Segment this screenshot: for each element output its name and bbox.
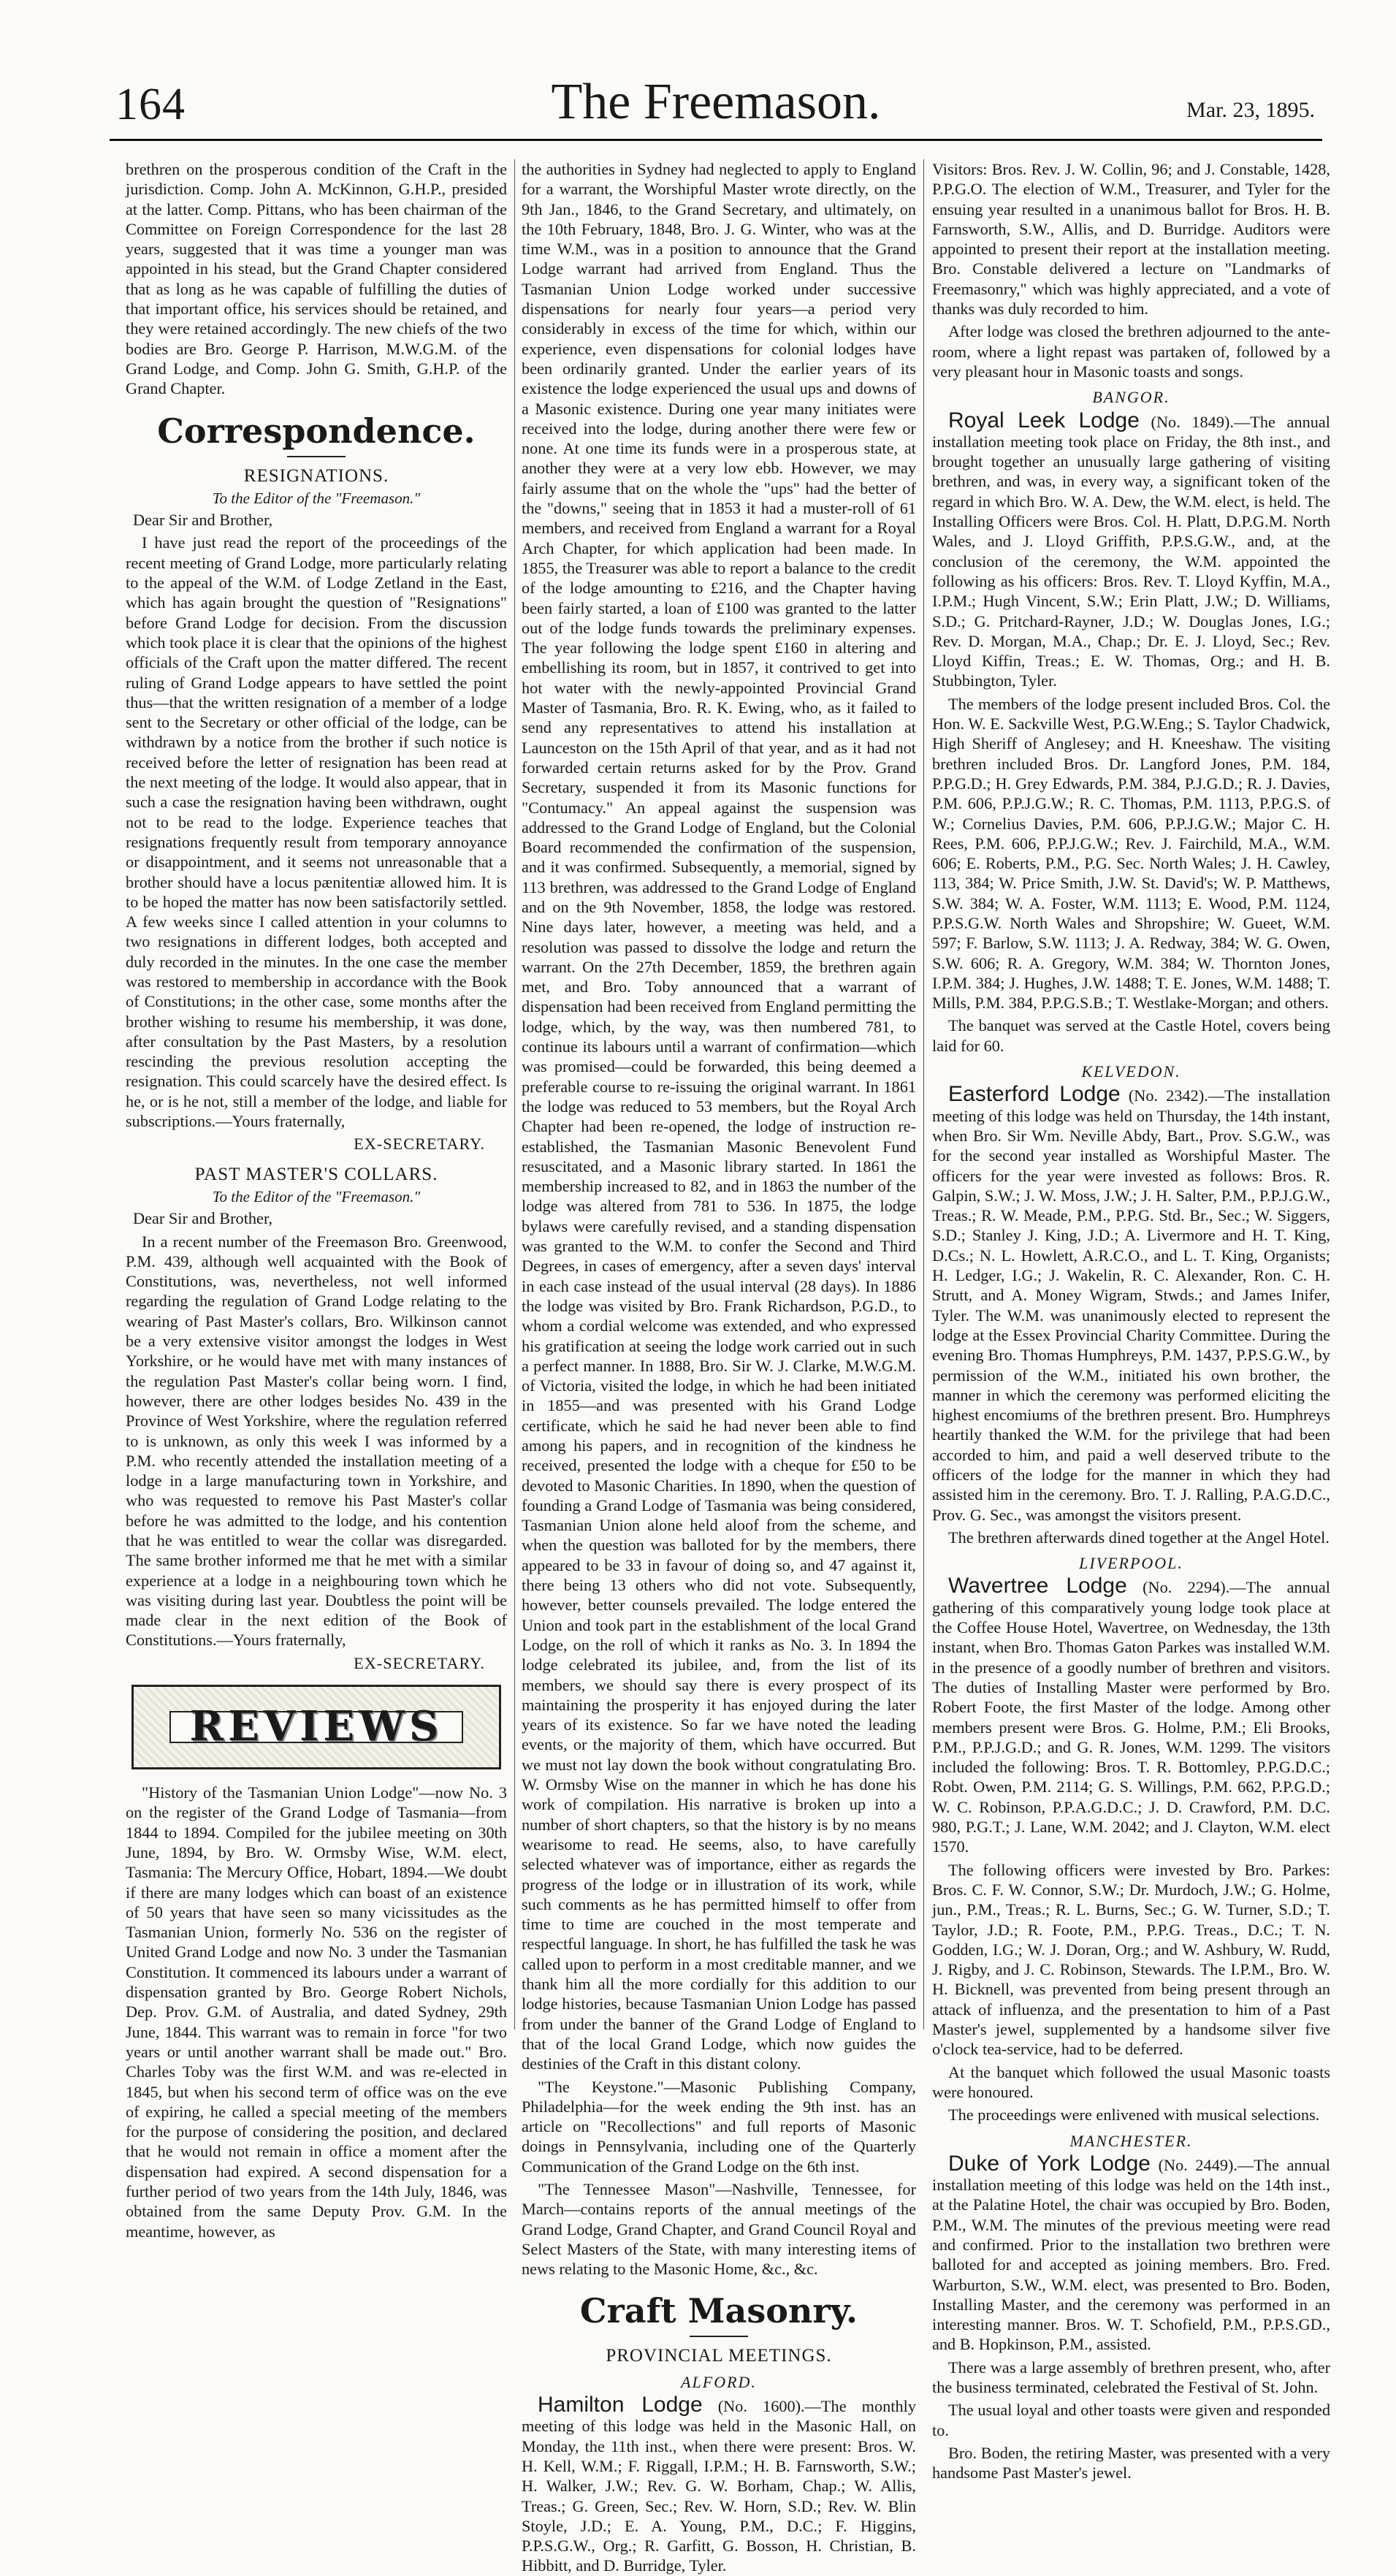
letter-signature: EX-SECRETARY. (354, 1653, 485, 1672)
review-paragraph: "The Keystone."—Masonic Publishing Company, Philadelphia—for the week ending the 9th inst. has an article on "Recollections" and full reports of Masonic doings in Pennsylvania, including one of the Quarterly Communication of the Grand Lodge on the 6th inst. (522, 2077, 916, 2176)
reviews-banner (131, 1685, 501, 1769)
lodge-report-text: (No. 2449).—The annual installation meeting of this lodge was held on the 14th inst., at the Palatine Hotel, the chair was occupied by Bro. Boden, P.M., W.M. The minutes of the previous meeting were read and confirmed. Prior to the installation two brethren were balloted for and accepted as joining members. Bro. Fred. Warburton, S.W., W.M. elect, was presented to Bro. Boden, Installing Master, and the ceremony was performed in an interesting manner. Bros. W. T. Schofield, P.M., P.P.S.GD., and B. Hopkinson, P.M., assisted. (932, 2155, 1331, 2354)
place-heading: LIVERPOOL. (1079, 1554, 1183, 1573)
lodge-report-text: (No. 2294).—The annual gathering of this comparatively young lodge took place at the Coffee House Hotel, Wavertree, on Wednesday, the 13th instant, when Bro. Thomas Gaton Parkes was installed W.M. in the presence of a goodly number of brethren and visitors. The duties of Installing Master were performed by Bro. Robert Foote, the first Master of the lodge. Among other members present were Bros. G. Holme, P.M.; Eli Brooks, P.M., P.P.J.G.D.; and G. R. Jones, W.M. 1299. The visitors included the following: Bros. T. R. Bottomley, P.P.G.D.C.; Robt. Owen, P.M. 2114; G. S. Willings, P.M. 662, P.P.G.D.; W. C. Robinson, P.P.A.G.D.C.; J. D. Crawford, P.M. D.C. 980, P.G.T.; J. Lane, W.M. 2042; and J. Clayton, W.M. elect 1570. (932, 1578, 1331, 1856)
lodge-name: Wavertree Lodge (948, 1574, 1127, 1598)
lodge-report (932, 1084, 1330, 1525)
review-paragraph: "The Tennessee Mason"—Nashville, Tennessee, for March—contains reports of the annual meetings of the Grand Lodge, Grand Chapter, and Grand Council Royal and Select Masters of the State, with many interesting items of news relating to the Masonic Home, &c., &c. (522, 2179, 916, 2279)
letter-heading: RESIGNATIONS. (243, 465, 389, 486)
letter-salutation: Dear Sir and Brother, (133, 511, 273, 530)
letter-body: I have just read the report of the proceedings of the recent meeting of Grand Lodge, more particularly relating to the appeal of the W.M. of Lodge Zetland in the East, which has again brought the question of "Resignations" before Grand Lodge for decision. From the discussion which took place it is clear that the opinions of the highest officials of the Craft upon the matter differed. The recent ruling of Grand Lodge appears to have settled the point thus—that the written resignation of a member of a lodge sent to the Secretary or other official of the lodge, can be withdrawn by a notice from the brother if such notice is received before the letter of resignation has been read at the next meeting of the lodge. It would also appear, that in such a case the resignation having been withdrawn, ought not to be read to the lodge. Experience teaches that resignations frequently result from temporary annoyance or disappointment, and it seems not unreasonable that a brother should have a locus pænitentiæ allowed him. It is to be hoped the matter has now been satisfactorily settled. A few weeks since I called attention in your columns to two resignations in different lodges, both accepted and duly recorded in the minutes. In the one case the member was restored to membership in accordance with the Book of Constitutions; in the other case, some months after the brother wishing to resume his membership, it was done, after consultation by the Past Masters, by a resolution rescinding the previous resolution accepting the resignation. This could scarcely have the desired effect. Is he, or is he not, still a member of the lodge, and liable for subscriptions.—Yours fraternally, (126, 533, 507, 1131)
lodge-report-text: (No. 1600).—The monthly meeting of this lodge was held in the Masonic Hall, on Monday, the 11th inst., when there were present: Bros. W. H. Kell, W.M.; F. Riggall, I.P.M.; H. B. Farnsworth, S.W.; H. Walker, J.W.; Rev. G. W. Borham, Chap.; W. Allis, Treas.; G. Green, Sec.; Rev. W. Horn, S.D.; Rev. W. Blin Stoyle, J.D.; E. A. Young, P.M., D.C.; F. Higgins, P.P.S.G.W., Org.; R. Garfitt, G. Bosson, H. Christian, B. Hibbitt, and D. Burridge, Tyler. (522, 2397, 916, 2575)
column-middle (522, 159, 916, 2575)
lodge-report-text: (No. 2342).—The installation meeting of this lodge was held on Thursday, the 14th instant, when Bro. Sir Wm. Neville Abdy, Bart., Prov. S.G.W., was for the second year installed as Worshipful Master. The officers for the year were invested as follows: Bros. R. Galpin, S.W.; J. W. Moss, J.W.; J. H. Salter, P.M., P.P.J.G.W., Treas.; R. W. Meade, P.M., P.P.G. Std. Br., Sec.; W. Siggers, S.D.; Stanley J. King, J.D.; A. Livermore and H. T. King, D.Cs.; N. L. Howlett, A.R.C.O., and L. T. King, Organists; H. Ledger, I.G.; J. Wakelin, R. C. Alexander, Ron. C. H. Strutt, and A. Money Wigram, Stwds.; and James Inifer, Tyler. The W.M. was unanimously elected to represent the lodge at the Essex Provincial Charity Committee. During the evening Bro. Thomas Humphreys, P.M. 1437, P.P.S.G.W., by permission of the W.M., initiated his own brother, the manner in which the ceremony was performed eliciting the highest encomiums of the brethren present. Bro. Humphreys heartily thanked the W.M. for the privilege that had been accorded to him, and paid a well deserved tribute to the officers of the lodge for the manner in which they had assisted him in the ceremony. Bro. T. J. Ralling, P.A.G.D.C., Prov. G. Sec., was amongst the visitors present. (932, 1086, 1331, 1524)
column-left (126, 159, 507, 2241)
lodge-name: Easterford Lodge (948, 1082, 1121, 1107)
place-heading: ALFORD. (681, 2372, 757, 2391)
lodge-report-text: Visitors: Bros. Rev. J. W. Collin, 96; and J. Constable, 1428, P.P.G.O. The election of W.M., Treasurer, and Tyler for the ensuing year resulted in a unanimous ballot for Bros. H. B. Farnsworth, S.W., Allis, and D. Burridge. Auditors were appointed to present their report at the installation meeting. Bro. Constable delivered a lecture on "Landmarks of Freemasonry," which was highly appreciated, and a vote of thanks was duly recorded to him. (932, 160, 1330, 319)
letter-body: In a recent number of the Freemason Bro. Greenwood, P.M. 439, although well acquainted with the Book of Constitutions, was, nevertheless, not well informed regarding the regulation of Grand Lodge relating to the wearing of Past Master's collars, Bro. Wilkinson cannot be a very extensive visitor amongst the lodges in West Yorkshire, or he would have met with many instances of the regulation Past Master's collar being worn. I find, however, there are other lodges besides No. 439 in the Province of West Yorkshire, where the regulation referred to is unknown, as only this week I was informed by a P.M. who recently attended the installation meeting of a lodge in a large manufacturing town in Yorkshire, and who was requested to remove his Past Master's collar before he was admitted to the lodge, and his contention that he was entitled to wear the collar was disregarded. The same brother informed me that he met with a similar experience at a lodge in a neighbouring town which he was visiting during last year. Doubtless the point will be made clear in the next edition of the Book of Constitutions.—Yours fraternally, (126, 1232, 507, 1650)
review-paragraph: "History of the Tasmanian Union Lodge"—now No. 3 on the register of the Grand Lodge of Tasmania—from 1844 to 1894. Compiled for the jubilee meeting on 30th June, 1894, by Bro. W. Ormsby Wise, W.M. elect, Tasmania: The Mercury Office, Hobart, 1894.—We doubt if there are many lodges which can boast of an existence of 50 years that have seen so many vicissitudes as the Tasmanian Union, formerly No. 536 on the register of United Grand Lodge and now No. 3 under the Tasmanian Constitution. It commenced its labours under a warrant of dispensation granted by Bro. George Robert Nichols, Dep. Prov. G.M. of Australia, and dated Sydney, 29th June, 1844. This warrant was to remain in force "for two years or until another warrant shall be made out." Bro. Charles Toby was the first W.M. and was re-elected in 1845, but when his second term of office was on the eve of expiring, he called a special meeting of the members for the purpose of considering the position, and declared that he would not remain in office a moment after the dispensation had expired. A second dispensation for a further period of two years from the 14th July, 1846, was obtained from the same Deputy Prov. G.M. In the meantime, however, as (126, 1783, 507, 2241)
place-heading: BANGOR. (1092, 388, 1170, 407)
lodge-report-text: The proceedings were enlivened with musical selections. (948, 2106, 1320, 2125)
section-title-craft-masonry: Craft Masonry. (579, 2291, 858, 2331)
place-heading: MANCHESTER. (1069, 2131, 1193, 2150)
lodge-report-text: The following officers were invested by Bro. Parkes: Bros. C. F. W. Connor, S.W.; Dr. Murdoch, J.W.; G. Holme, jun., P.M., Treas.; R. L. Burns, Sec.; G. W. Turner, S.D.; T. Taylor, J.D.; R. Foote, P.M., P.P.G. Treas., D.C.; T. N. Godden, I.G.; W. J. Doran, Org.; and W. Ashbury, W. Rudd, J. Rigby, and J. C. Robinson, Stewards. The I.P.M., Bro. W. H. Bicknell, was prevented from being present through an attack of influenza, and the presentation to him of a Past Master's jewel, supplemented by a handsome silver five o'clock tea-service, had to be deferred. (932, 1860, 1330, 2059)
lodge-name: Hamilton Lodge (538, 2393, 703, 2417)
letter-address: To the Editor of the "Freemason." (212, 1187, 421, 1205)
masthead-title: The Freemason. (551, 74, 881, 130)
letter-salutation: Dear Sir and Brother, (133, 1209, 273, 1228)
lodge-report-text: The brethren afterwards dined together at the Angel Hotel. (948, 1528, 1330, 1547)
lodge-report (932, 1576, 1330, 1856)
column-divider (514, 159, 515, 2030)
lodge-report-text: The usual loyal and other toasts were given and responded to. (932, 2401, 1330, 2439)
lodge-report-text: The members of the lodge present included Bros. Col. the Hon. W. E. Sackville West, P.G.W.Eng.; S. Taylor Chadwick, High Sheriff of Anglesey; and H. Kneeshaw. The visiting brethren included Bros. Dr. Langford Jones, P.M. 184, P.P.G.D.; H. Grey Edwards, P.M. 384, P.J.G.D.; R. J. Davies, P.M. 606, P.P.J.G.W.; R. C. Thomas, P.M. 1113, P.P.G.S. of W.; Cornelius Davies, P.M. 606, P.P.J.G.W.; Major C. H. Rees, P.M. 606, P.P.J.G.W.; Rev. J. Fairchild, M.A., W.M. 606; E. Roberts, P.M., P.G. Sec. North Wales; J. H. Cawley, 113, 384; W. Price Smith, J.W. St. David's; W. P. Matthews, S.W. 384; W. A. Foster, W.M. 1113; E. Wood, P.M. 1124, P.P.S.G.W. North Wales and Shropshire; W. Gueet, W.M. 597; F. Barlow, S.W. 1113; J. A. Redway, 384; W. G. Owen, S.W. 606; R. A. Gregory, W.M. 384; W. Thornton Jones, I.P.M. 384; J. Hughes, J.W. 1488; T. E. Jones, W.M. 1488; T. Mills, P.M. 384, P.P.G.S.B.; T. Westlake-Morgan; and others. (932, 694, 1330, 1013)
lodge-report-text: Bro. Boden, the retiring Master, was presented with a very handsome Past Master's jewel. (932, 2443, 1330, 2482)
divider (287, 456, 346, 457)
reviews-banner-text: REVIEWS (169, 1711, 464, 1742)
letter-heading: PAST MASTER'S COLLARS. (194, 1164, 438, 1184)
lodge-name: Royal Leek Lodge (948, 408, 1140, 432)
letter-signature: EX-SECRETARY. (354, 1135, 485, 1154)
page-number: 164 (115, 80, 186, 129)
lodge-report (932, 2151, 1331, 2355)
place-heading: KELVEDON. (1081, 1062, 1181, 1081)
article-paragraph: brethren on the prosperous condition of the Craft in the jurisdiction. Comp. John A. McKinnon, G.H.P., presided at the latter. Comp. Pittans, who has been chairman of the Committee on Foreign Correspondence for the last 28 years, suggested that it was time a younger man was appointed in his stead, but the Grand Chapter considered that as long as he was capable of fulfilling the duties of that important office, his services should be retained, and they were retained accordingly. The new chiefs of the two bodies are Bro. George P. Harrison, M.W.G.M. of the Grand Lodge, and Comp. John G. Smith, G.H.P. of the Grand Chapter. (126, 160, 507, 398)
column-divider (923, 159, 924, 2030)
column-right (932, 159, 1331, 2482)
lodge-report-text: After lodge was closed the brethren adjourned to the ante-room, where a light repast was partaken of, followed by a very pleasant hour in Masonic toasts and songs. (932, 322, 1330, 381)
lodge-report (522, 2395, 916, 2576)
letter-address: To the Editor of the "Freemason." (212, 489, 421, 507)
page-header (110, 73, 1322, 141)
section-title-correspondence: Correspondence. (157, 411, 476, 451)
provincial-heading: PROVINCIAL MEETINGS. (606, 2346, 832, 2366)
divider (690, 2336, 748, 2337)
lodge-report-text: There was a large assembly of brethren present, who, after the business terminated, celebrated the Festival of St. John. (932, 2358, 1330, 2397)
lodge-report (932, 408, 1330, 691)
lodge-report-text: The banquet was served at the Castle Hotel, covers being laid for 60. (932, 1016, 1330, 1055)
lodge-report-text: (No. 1849).—The annual installation meeting took place on Friday, the 8th inst., and brought together an unusually large gathering of visiting brethren, and was, in every way, a significant token of the regard in which Bro. W. A. Dew, the W.M. elect, is held. The Installing Officers were Bros. Col. H. Platt, D.P.G.M. North Wales, and J. Lloyd Griffith, P.P.S.G.W., and, at the conclusion of the ceremony, the W.M. appointed the following as his officers: Bros. Rev. T. Lloyd Kyffin, M.A., I.P.M.; Hugh Vincent, S.W.; Erin Platt, J.W.; D. Williams, S.D.; G. Pritchard-Rayner, J.D.; W. Douglas Jones, I.G.; Rev. D. Morgan, M.A., Chap.; Dr. E. J. Lloyd, Sec.; Rev. Lloyd Kiffin, Treas.; E. W. Thomas, Org.; and H. B. Stubbington, Tyler. (932, 412, 1330, 690)
review-paragraph: the authorities in Sydney had neglected to apply to England for a warrant, the Worshipful Master wrote directly, on the 9th Jan., 1846, to the Grand Secretary, and ultimately, on the 10th February, 1848, Bro. J. G. Winter, who was at the time W.M., was in a position to announce that the Grand Lodge warrant had arrived from England. Thus the Tasmanian Union Lodge worked under successive dispensations for nearly four years—a period very considerably in excess of the time for which, within our experience, even dispensations for colonial lodges have been ordinarily granted. Under the earlier years of its existence the lodge experienced the usual ups and downs of a Masonic existence. During one year many initiates were received into the lodge, during another there were few or none. At one time its funds were in a prosperous state, at another they were at a very low ebb. However, we may fairly assume that on the whole the "ups" had the better of the "downs," seeing that in 1853 it had a muster-roll of 61 members, and received from England a warrant for a Royal Arch Chapter, for which application had been made. In 1855, the Treasurer was able to report a balance to the credit of the lodge amounting to £216, and the Chapter having been fairly started, a loan of £100 was granted to the latter out of the lodge funds towards the preliminary expenses. The year following the lodge spent £160 in altering and embellishing its room, but in 1857, it contrived to get into hot water with the newly-appointed Provincial Grand Master of Tasmania, Bro. R. K. Ewing, who, as it failed to send any representatives to attend his installation at Launceston on the 15th April of that year, and as it had not forwarded certain returns asked for by the Prov. Grand Secretary, suspended it from its Masonic functions for "Contumacy." An appeal against the suspension was addressed to the Grand Lodge of England, but the Colonial Board recommended the confirmation of the suspension, and it was confirmed. Subsequently, a memorial, signed by 113 brethren, was addressed to the Grand Lodge of England and on the 9th November, 1858, the lodge was restored. Nine days later, however, a meeting was held, and a resolution was passed to dissolve the lodge and return the warrant. On the 27th December, 1859, the brethren again met, and Bro. Toby announced that a warrant of dispensation had been received from England permitting the lodge, which, by the way, was then numbered 781, to continue its labours until a warrant of confirmation—which was promised—could be forwarded, this being deemed a preferable course to re-issuing the original warrant. In 1861 the lodge was reduced to 53 members, but the Royal Arch Chapter had been re-opened, the lodge of instruction re-established, the Tasmanian Masonic Benevolent Fund resuscitated, and a Masonic library started. In 1861 the membership increased to 82, and in 1863 the number of the lodge was altered from 781 to 536. In 1875, the lodge bylaws were carefully revised, and a standing dispensation was granted to the W.M. to confer the Second and Third Degrees, in cases of emergency, after a seven days' interval in each case instead of the usual interval (28 days). In 1886 the lodge was visited by Bro. Frank Richardson, P.G.D., to whom a cordial welcome was extended, and who expressed his gratification at seeing the lodge work carried out in such a perfect manner. In 1888, Bro. Sir W. J. Clarke, M.W.G.M. of Victoria, visited the lodge, in which he had been initiated in 1855—and was presented with his Grand Lodge certificate, which he said he had never been able to find among his papers, and in recognition of the kindness he received, presented the lodge with a cheque for £50 to be devoted to Masonic Charities. In 1890, when the question of founding a Grand Lodge of Tasmania was being considered, Tasmanian Union alone held aloof from the scheme, and when the question was balloted for by the members, there appeared to be 33 in favour of doing so, and 47 against it, there being 13 others who did not vote. Subsequently, however, better counsels prevailed. The lodge entered the Union and took part in the establishment of the local Grand Lodge, on the roll of which it ranks as No. 3. In 1894 the lodge celebrated its jubilee, and, from the list of its members, we should say there is every prospect of its maintaining the prosperity it has enjoyed during the later years of its existence. So far we have noted the leading events, or the majority of them, which have occurred. But we must not lay down the book without congratulating Bro. W. Ormsby Wise on the manner in which he has done his work of compilation. His narrative is broken up into a number of short chapters, so that the history is by no means wearisome to read. He seems, also, to have carefully selected whatever was of importance, either as regards the progress of the lodge or in illustration of its work, while such comments as he has permitted himself to offer from time to time are couched in the most temperate and respectful language. In short, he has fulfilled the task he was called upon to perform in a most creditable manner, and we thank him all the more cordially for this addition to our lodge histories, because Tasmanian Union Lodge has passed from under the banner of the Grand Lodge of England to that of the local Grand Lodge, which now guides the destinies of the Craft in this distant colony. (522, 160, 916, 2073)
lodge-name: Duke of York Lodge (948, 2151, 1151, 2176)
lodge-report-text: At the banquet which followed the usual Masonic toasts were honoured. (932, 2062, 1330, 2101)
issue-date: Mar. 23, 1895. (1186, 98, 1315, 122)
